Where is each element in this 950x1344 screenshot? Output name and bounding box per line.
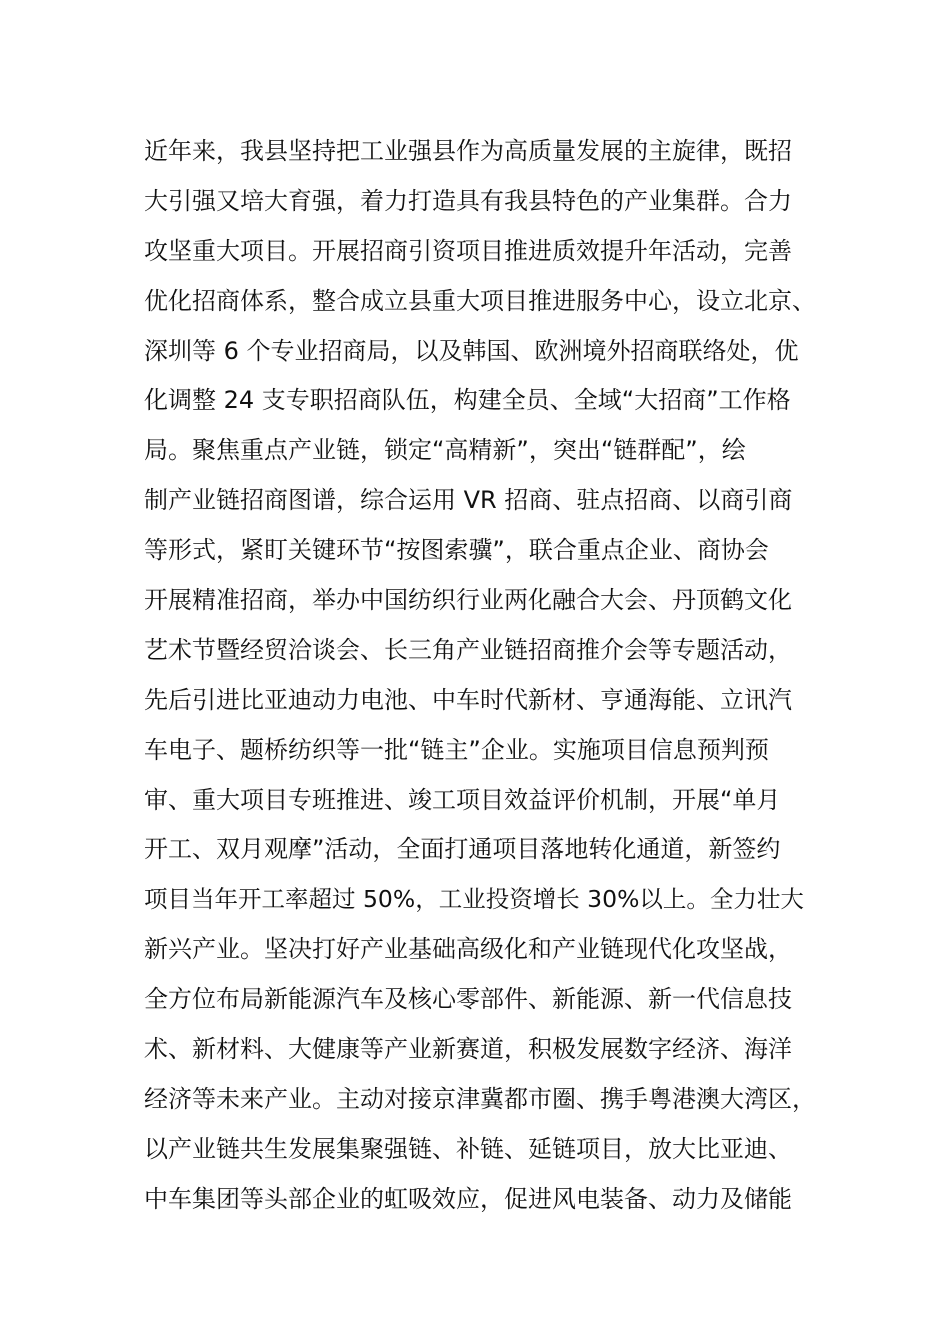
text-line: 审、重大项目专班推进、竣工项目效益评价机制，开展“单月 [144,785,781,814]
text-line: 大引强又培大育强，着力打造具有我县特色的产业集群。合力 [144,186,792,215]
text-line: 以产业链共生发展集聚强链、补链、延链项目，放大比亚迪、 [144,1134,792,1163]
text-line: 深圳等 6 个专业招商局，以及韩国、欧洲境外招商联络处，优 [144,336,799,365]
text-line: 制产业链招商图谱，综合运用 VR 招商、驻点招商、以商引商 [144,486,793,515]
text-line: 开展精准招商，举办中国纺织行业两化融合大会、丹顶鹤文化 [144,586,792,615]
text-line: 攻坚重大项目。开展招商引资项目推进质效提升年活动，完善 [144,236,792,265]
text-line: 中车集团等头部企业的虹吸效应，促进风电装备、动力及储能 [144,1184,792,1213]
text-line: 艺术节暨经贸洽谈会、长三角产业链招商推介会等专题活动， [144,635,792,664]
text-line: 化调整 24 支专职招商队伍，构建全员、全域“大招商”工作格 [144,386,791,415]
text-line: 先后引进比亚迪动力电池、中车时代新材、亨通海能、立讯汽 [144,685,792,714]
text-line: 项目当年开工率超过 50%，工业投资增长 30%以上。全力壮大 [144,885,804,914]
text-line: 开工、双月观摩”活动，全面打通项目落地转化通道，新签约 [144,835,781,864]
text-line: 经济等未来产业。主动对接京津冀都市圈、携手粤港澳大湾区， [144,1084,816,1113]
text-line: 全方位布局新能源汽车及核心零部件、新能源、新一代信息技 [144,985,792,1014]
text-line: 等形式，紧盯关键环节“按图索骥”，联合重点企业、商协会 [144,536,769,565]
text-line: 术、新材料、大健康等产业新赛道，积极发展数字经济、海洋 [144,1035,792,1064]
text-line: 优化招商体系，整合成立县重大项目推进服务中心，设立北京、 [144,286,816,315]
text-line: 局。聚焦重点产业链，锁定“高精新”，突出“链群配”，绘 [144,436,746,465]
text-line: 新兴产业。坚决打好产业基础高级化和产业链现代化攻坚战， [144,935,792,964]
text-line: 近年来，我县坚持把工业强县作为高质量发展的主旋律，既招 [144,137,792,165]
text-line: 车电子、题桥纺织等一批“链主”企业。实施项目信息预判预 [144,735,769,764]
body-paragraph [144,127,816,1225]
